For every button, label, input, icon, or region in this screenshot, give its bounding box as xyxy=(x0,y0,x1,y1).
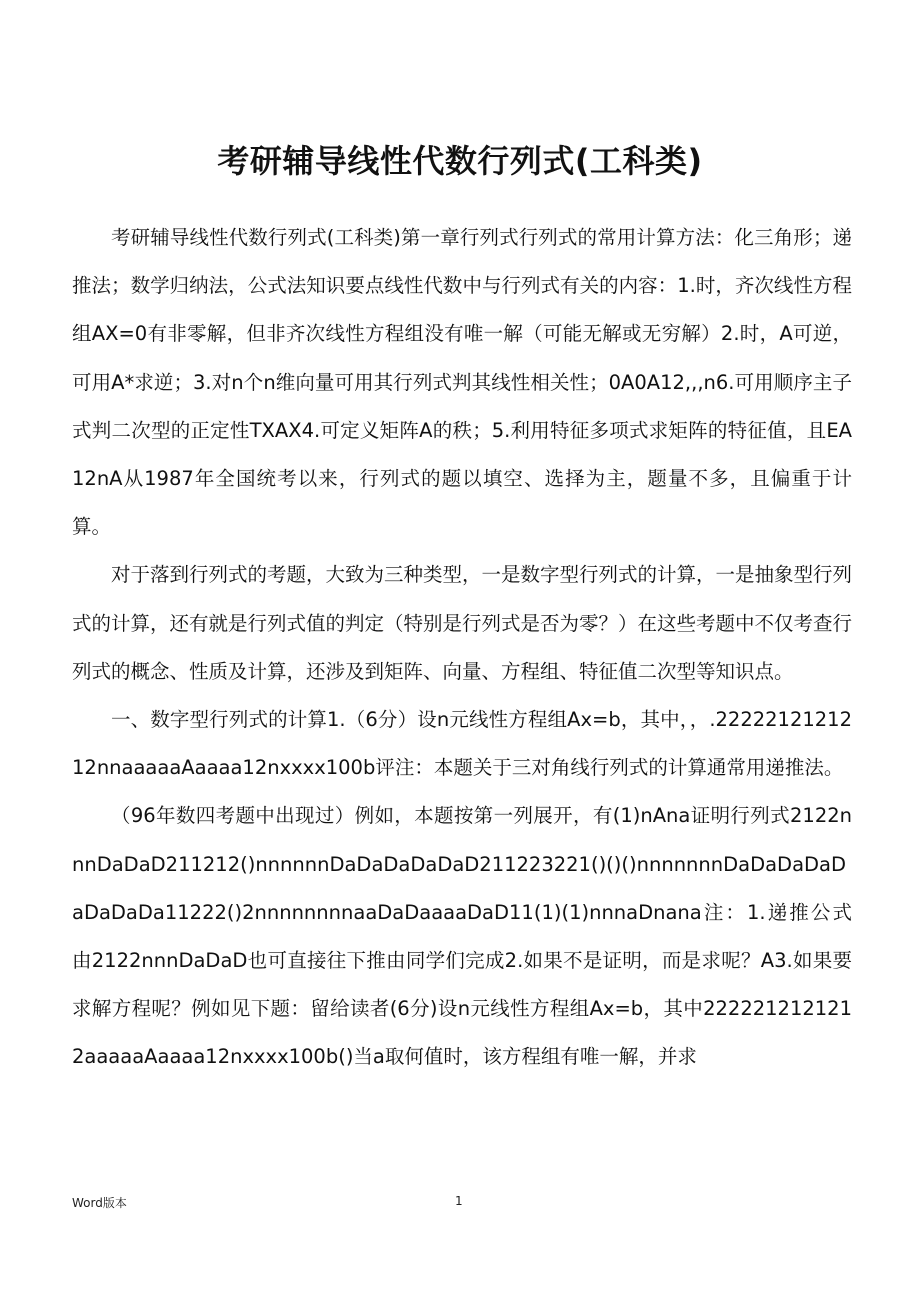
document-title: 考研辅导线性代数行列式(工科类) xyxy=(217,142,703,180)
paragraph-numeric-determinant: 一、数字型行列式的计算1.（6分）设n元线性方程组Ax=b，其中，，.2222212121212nnaaaaaAaaaa12nxxxx100b评注：本题关于三对角线行列式的计算通常用递推法。 xyxy=(72,708,852,780)
paragraph-example-recursion: （96年数四考题中出现过）例如，本题按第一列展开，有(1)nAna证明行列式2122nnnDaDaD211212()nnnnnnDaDaDaDaDaD211223221()()()nnnnnnnDaDaDaDaDaDaDaDa11222()2nnnnnnnnaaDaDaaaaDaD11(1)(1)nnnaDnana注：1.递推公式由2122nnnDaDaD也可直接往下推由同学们完成2.如果不是证明，而是求呢？A3.如果要求解方程呢？例如见下题：留给读者(6分)设n元线性方程组Ax=b，其中2222212121212aaaaaAaaaa12nxxxx100b()当a取何值时，该方程组有唯一解，并求 xyxy=(72,804,852,1069)
footer-version-label: Word版本 xyxy=(72,1196,127,1210)
document-body xyxy=(72,214,852,1082)
paragraph-exam-types: 对于落到行列式的考题，大致为三种类型，一是数字型行列式的计算，一是抽象型行列式的计算，还有就是行列式值的判定（特别是行列式是否为零？）在这些考题中不仅考查行列式的概念、性质及计算，还涉及到矩阵、向量、方程组、特征值二次型等知识点。 xyxy=(72,563,853,683)
footer-page-number: 1 xyxy=(455,1194,463,1208)
paragraph-intro: 考研辅导线性代数行列式(工科类)第一章行列式行列式的常用计算方法：化三角形；递推法；数学归纳法，公式法知识要点线性代数中与行列式有关的内容：1.时，齐次线性方程组AX=0有非零解，但非齐次线性方程组没有唯一解（可能无解或无穷解）2.时，A可逆，可用A*求逆；3.对n个n维向量可用其行列式判其线性相关性；0A0A12,,,n6.可用顺序主子式判二次型的正定性TXAX4.可定义矩阵A的秩；5.利用特征多项式求矩阵的特征值，且EA12nA从1987年全国统考以来，行列式的题以填空、选择为主，题量不多，且偏重于计算。 xyxy=(72,226,852,539)
